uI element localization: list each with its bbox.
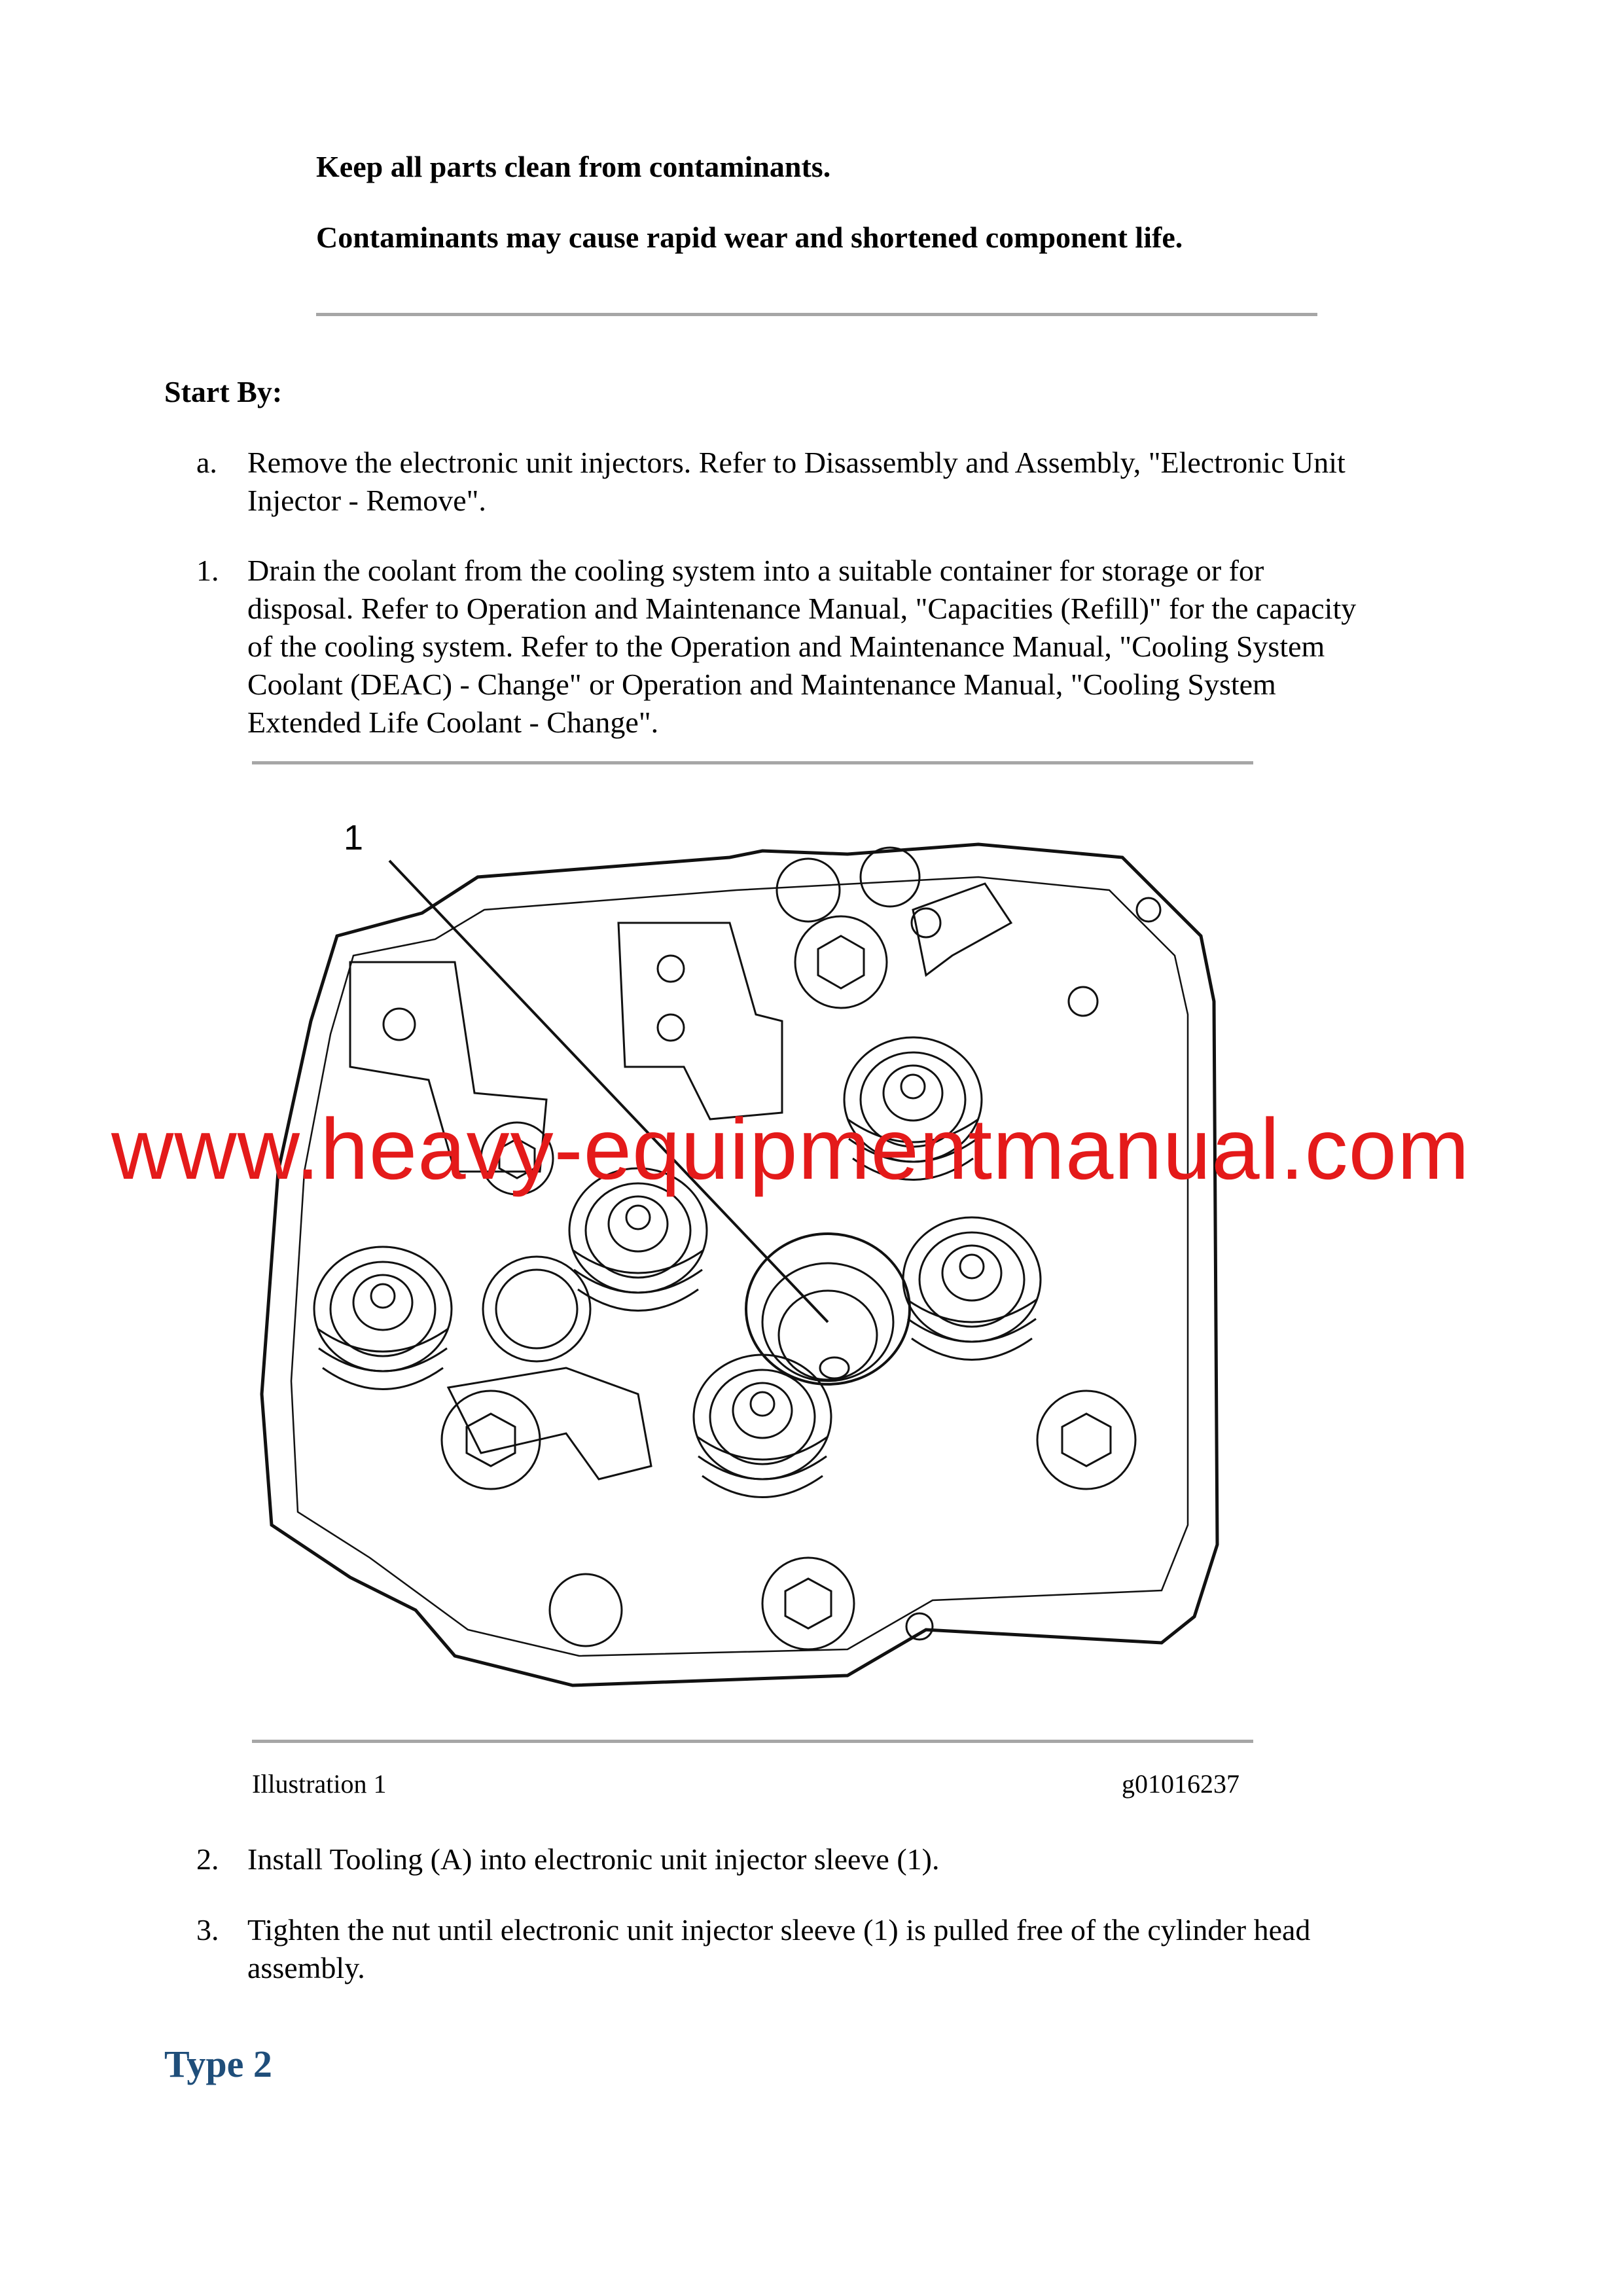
step-text-line: assembly.	[247, 1951, 365, 1984]
step-3	[196, 1911, 1505, 1987]
figure-caption-left: Illustration 1	[252, 1769, 387, 1799]
start-by-item-a	[196, 444, 1505, 520]
illustration-cylinder-head	[259, 805, 1247, 1708]
step-text-line: Coolant (DEAC) - Change" or Operation and Maintenance Manual, "Cooling System	[247, 668, 1276, 701]
step-text-line: disposal. Refer to Operation and Maintenance Manual, "Capacities (Refill)" for the capacity	[247, 592, 1357, 625]
casting-inner-outline	[291, 877, 1188, 1656]
top-boss	[861, 848, 919, 906]
watermark-url: www.heavy-equipmentmanual.com	[111, 1101, 1470, 1197]
caution-divider	[316, 313, 1317, 316]
step-text-line: Drain the coolant from the cooling system into a suitable container for storage or for	[247, 554, 1264, 587]
injector-sleeve-bore	[746, 1234, 910, 1384]
caution-line-2: Contaminants may cause rapid wear and shortened component life.	[316, 221, 1183, 254]
lower-bracket	[448, 1368, 651, 1479]
casting-outline	[262, 844, 1217, 1685]
step-1	[196, 552, 1505, 742]
item-text-line: Remove the electronic unit injectors. Refer to Disassembly and Assembly, "Electronic Unit	[247, 446, 1346, 479]
start-by-heading: Start By:	[164, 375, 283, 408]
bracket-hole	[906, 1613, 933, 1640]
step-text-line: Extended Life Coolant - Change".	[247, 706, 659, 739]
center-bracket	[618, 923, 782, 1119]
item-text-line: Injector - Remove".	[247, 484, 486, 517]
section-heading-type-2: Type 2	[164, 2043, 272, 2085]
item-marker: a.	[196, 446, 217, 479]
valve-spring	[903, 1217, 1041, 1360]
step-2	[196, 1840, 1505, 1878]
spring-seat	[483, 1257, 590, 1361]
step-text-line: of the cooling system. Refer to the Operation and Maintenance Manual, "Cooling System	[247, 630, 1325, 663]
callout-leader	[389, 861, 828, 1322]
step-text-line: Tighten the nut until electronic unit injector sleeve (1) is pulled free of the cylinder head	[247, 1913, 1311, 1946]
rocker-arm	[913, 884, 1011, 975]
bracket-hole	[658, 956, 684, 982]
figure-top-divider	[252, 761, 1253, 764]
hex-bolt	[762, 1558, 854, 1649]
callout-label: 1	[344, 818, 364, 857]
port-hole	[550, 1574, 622, 1646]
step-text-line: Install Tooling (A) into electronic unit injector sleeve (1).	[247, 1842, 940, 1876]
hex-bolt	[1037, 1391, 1135, 1489]
bracket-hole	[1137, 898, 1160, 922]
bracket-hole	[383, 1009, 415, 1040]
top-boss	[777, 859, 840, 922]
caution-line-1: Keep all parts clean from contaminants.	[316, 150, 831, 183]
step-marker: 3.	[196, 1913, 219, 1946]
figure-caption-right: g01016237	[1122, 1769, 1240, 1799]
valve-spring	[314, 1247, 452, 1390]
bracket-hole	[658, 1014, 684, 1041]
step-marker: 2.	[196, 1842, 219, 1876]
figure-bottom-divider	[252, 1740, 1253, 1743]
step-marker: 1.	[196, 554, 219, 587]
bracket-hole	[1069, 987, 1097, 1016]
hex-bolt	[795, 916, 887, 1008]
